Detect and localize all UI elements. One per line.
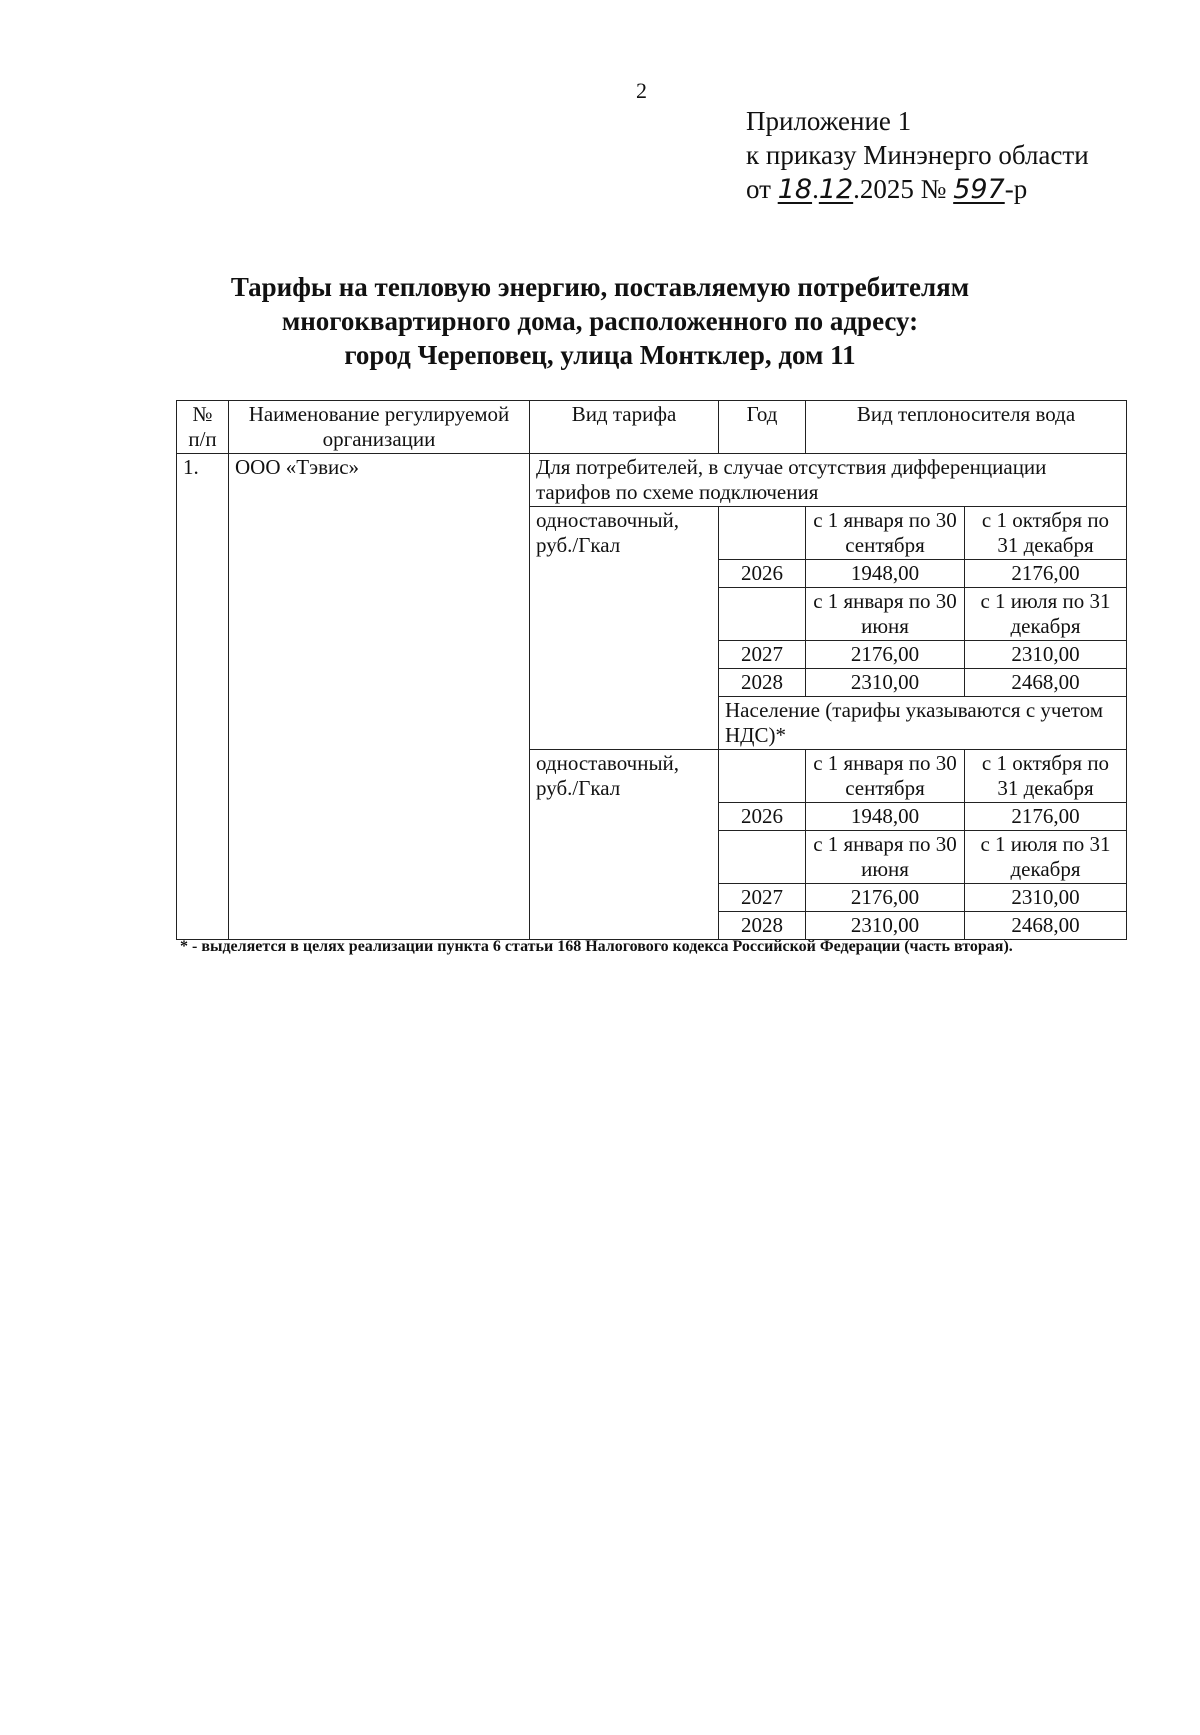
period-cell: с 1 июля по 31 декабря bbox=[965, 831, 1127, 884]
date-prefix: от bbox=[746, 174, 771, 204]
tariff-table bbox=[176, 400, 1127, 940]
year-cell: 2027 bbox=[719, 884, 806, 912]
order-suffix: -р bbox=[1004, 174, 1028, 204]
table-header-row bbox=[177, 401, 1127, 454]
org-name: ООО «Тэвис» bbox=[229, 454, 530, 940]
period-cell: с 1 января по 30 сентября bbox=[806, 507, 965, 560]
section-label: Население (тарифы указываются с учетом НДС)* bbox=[719, 697, 1127, 750]
period-cell: с 1 октября по 31 декабря bbox=[965, 507, 1127, 560]
value-cell: 2310,00 bbox=[806, 669, 965, 697]
period-cell: с 1 января по 30 июня bbox=[806, 831, 965, 884]
value-cell: 2176,00 bbox=[965, 560, 1127, 588]
table-row bbox=[177, 454, 1127, 507]
value-cell: 1948,00 bbox=[806, 803, 965, 831]
section-label: Для потребителей, в случае отсутствия дифференциации тарифов по схеме подключения bbox=[530, 454, 1127, 507]
title-line-1: Тарифы на тепловую энергию, поставляемую потребителям bbox=[230, 272, 970, 302]
year-cell: 2026 bbox=[719, 560, 806, 588]
header-carrier: Вид теплоносителя вода bbox=[806, 401, 1127, 454]
value-cell: 1948,00 bbox=[806, 560, 965, 588]
value-cell: 2310,00 bbox=[965, 641, 1127, 669]
title-line-2: многоквартирного дома, расположенного по адресу: bbox=[281, 306, 919, 336]
value-cell: 2176,00 bbox=[806, 641, 965, 669]
year-cell: 2027 bbox=[719, 641, 806, 669]
value-cell: 2468,00 bbox=[965, 669, 1127, 697]
tariff-type: одноставочный, руб./Гкал bbox=[530, 750, 719, 940]
title-line-3: город Череповец, улица Монтклер, дом 11 bbox=[344, 340, 856, 370]
header-year: Год bbox=[719, 401, 806, 454]
header-type: Вид тарифа bbox=[530, 401, 719, 454]
tariff-type: одноставочный, руб./Гкал bbox=[530, 507, 719, 750]
value-cell: 2176,00 bbox=[965, 803, 1127, 831]
footnote: * - выделяется в целях реализации пункта 6 статьи 168 Налогового кодекса Российской Федерации (часть вторая). bbox=[180, 938, 1013, 955]
period-cell: с 1 октября по 31 декабря bbox=[965, 750, 1127, 803]
year-cell: 2028 bbox=[719, 912, 806, 940]
appendix-line-1: Приложение 1 bbox=[746, 106, 912, 136]
handwritten-month: 12 bbox=[818, 174, 854, 205]
page-number: 2 bbox=[636, 78, 647, 103]
value-cell: 2310,00 bbox=[806, 912, 965, 940]
period-cell: с 1 января по 30 сентября bbox=[806, 750, 965, 803]
value-cell: 2310,00 bbox=[965, 884, 1127, 912]
document-title bbox=[120, 270, 1080, 372]
value-cell: 2176,00 bbox=[806, 884, 965, 912]
date-year-part: .2025 № bbox=[853, 174, 947, 204]
period-cell: с 1 января по 30 июня bbox=[806, 588, 965, 641]
handwritten-order-number: 597 bbox=[953, 174, 1005, 205]
handwritten-day: 18 bbox=[777, 174, 813, 205]
appendix-block bbox=[746, 104, 1089, 207]
period-cell: с 1 июля по 31 декабря bbox=[965, 588, 1127, 641]
header-num: № п/п bbox=[177, 401, 229, 454]
year-cell: 2026 bbox=[719, 803, 806, 831]
value-cell: 2468,00 bbox=[965, 912, 1127, 940]
header-org: Наименование регулируемой организации bbox=[229, 401, 530, 454]
appendix-line-2: к приказу Минэнерго области bbox=[746, 140, 1089, 170]
row-number: 1. bbox=[177, 454, 229, 940]
appendix-date-line: от 18.12.2025 № 597-р bbox=[746, 174, 1028, 205]
year-cell: 2028 bbox=[719, 669, 806, 697]
